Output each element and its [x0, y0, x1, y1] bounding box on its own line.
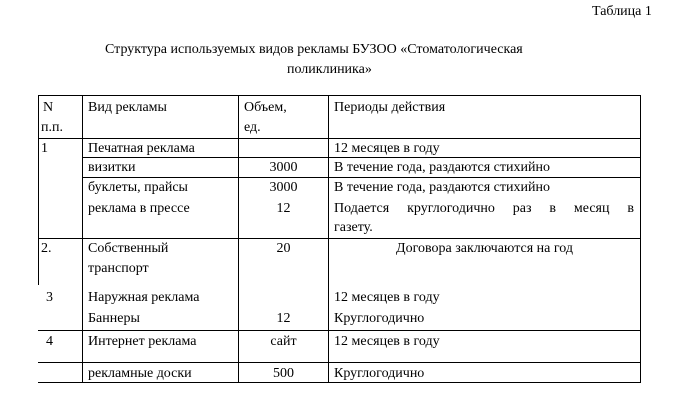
row-period: 12 месяцев в году [334, 141, 440, 156]
row-type: Интернет реклама [88, 334, 197, 349]
header-num-line2: п.п. [41, 120, 63, 135]
table-label: Таблица 1 [592, 4, 652, 19]
row-volume: сайт [270, 334, 297, 349]
row-period: В течение года, раздаются стихийно [334, 160, 550, 175]
rule-row2 [82, 177, 641, 178]
row-period: 12 месяцев в году [334, 290, 440, 305]
header-volume-line2: ед. [244, 120, 261, 135]
row-period-line2: газету. [334, 220, 373, 235]
rule-row4 [38, 330, 641, 331]
row-period: Круглогодично [334, 366, 425, 381]
rule-top [38, 95, 641, 96]
row-type: буклеты, прайсы [88, 180, 188, 195]
table-title-line1: Структура используемых видов рекламы БУЗОО «Стоматологическая [105, 42, 523, 57]
rule-left [38, 95, 39, 285]
row-volume: 3000 [269, 180, 298, 195]
rule-bottom [38, 382, 641, 383]
row-type-line1: Собственный [88, 241, 169, 256]
row-period: Круглогодично [334, 311, 425, 326]
table-title-line2: поликлиника» [287, 62, 372, 77]
row-num: 2. [41, 241, 52, 256]
row-type: визитки [88, 160, 136, 175]
row-type: рекламные доски [88, 366, 192, 381]
row-type: Баннеры [88, 311, 140, 326]
rule-col3 [328, 95, 329, 382]
row-volume: 12 [276, 311, 291, 326]
row-period-line1: Подается круглогодично раз в месяц в [334, 201, 634, 216]
rule-header [38, 138, 641, 139]
row-type: Печатная реклама [88, 141, 195, 156]
rule-row3 [38, 238, 641, 239]
header-type: Вид рекламы [88, 100, 167, 115]
header-num-line1: N [43, 100, 54, 115]
row-type: реклама в прессе [88, 201, 190, 216]
rule-right [640, 95, 641, 382]
row-volume: 500 [273, 366, 294, 381]
row-volume: 12 [276, 201, 291, 216]
rule-col1 [82, 95, 83, 382]
row-type: Наружная реклама [88, 290, 200, 305]
rule-row1 [82, 157, 641, 158]
row-num: 1 [41, 141, 48, 156]
row-period: В течение года, раздаются стихийно [334, 180, 550, 195]
row-num: 3 [46, 290, 53, 305]
rule-row5 [38, 362, 641, 363]
header-volume-line1: Объем, [244, 100, 287, 115]
row-volume: 20 [276, 241, 291, 256]
row-period: 12 месяцев в году [334, 334, 440, 349]
row-type-line2: транспорт [88, 261, 149, 276]
header-period: Периоды действия [334, 100, 446, 115]
row-volume: 3000 [269, 160, 298, 175]
row-period: Договора заключаются на год [396, 241, 573, 256]
row-num: 4 [46, 334, 53, 349]
